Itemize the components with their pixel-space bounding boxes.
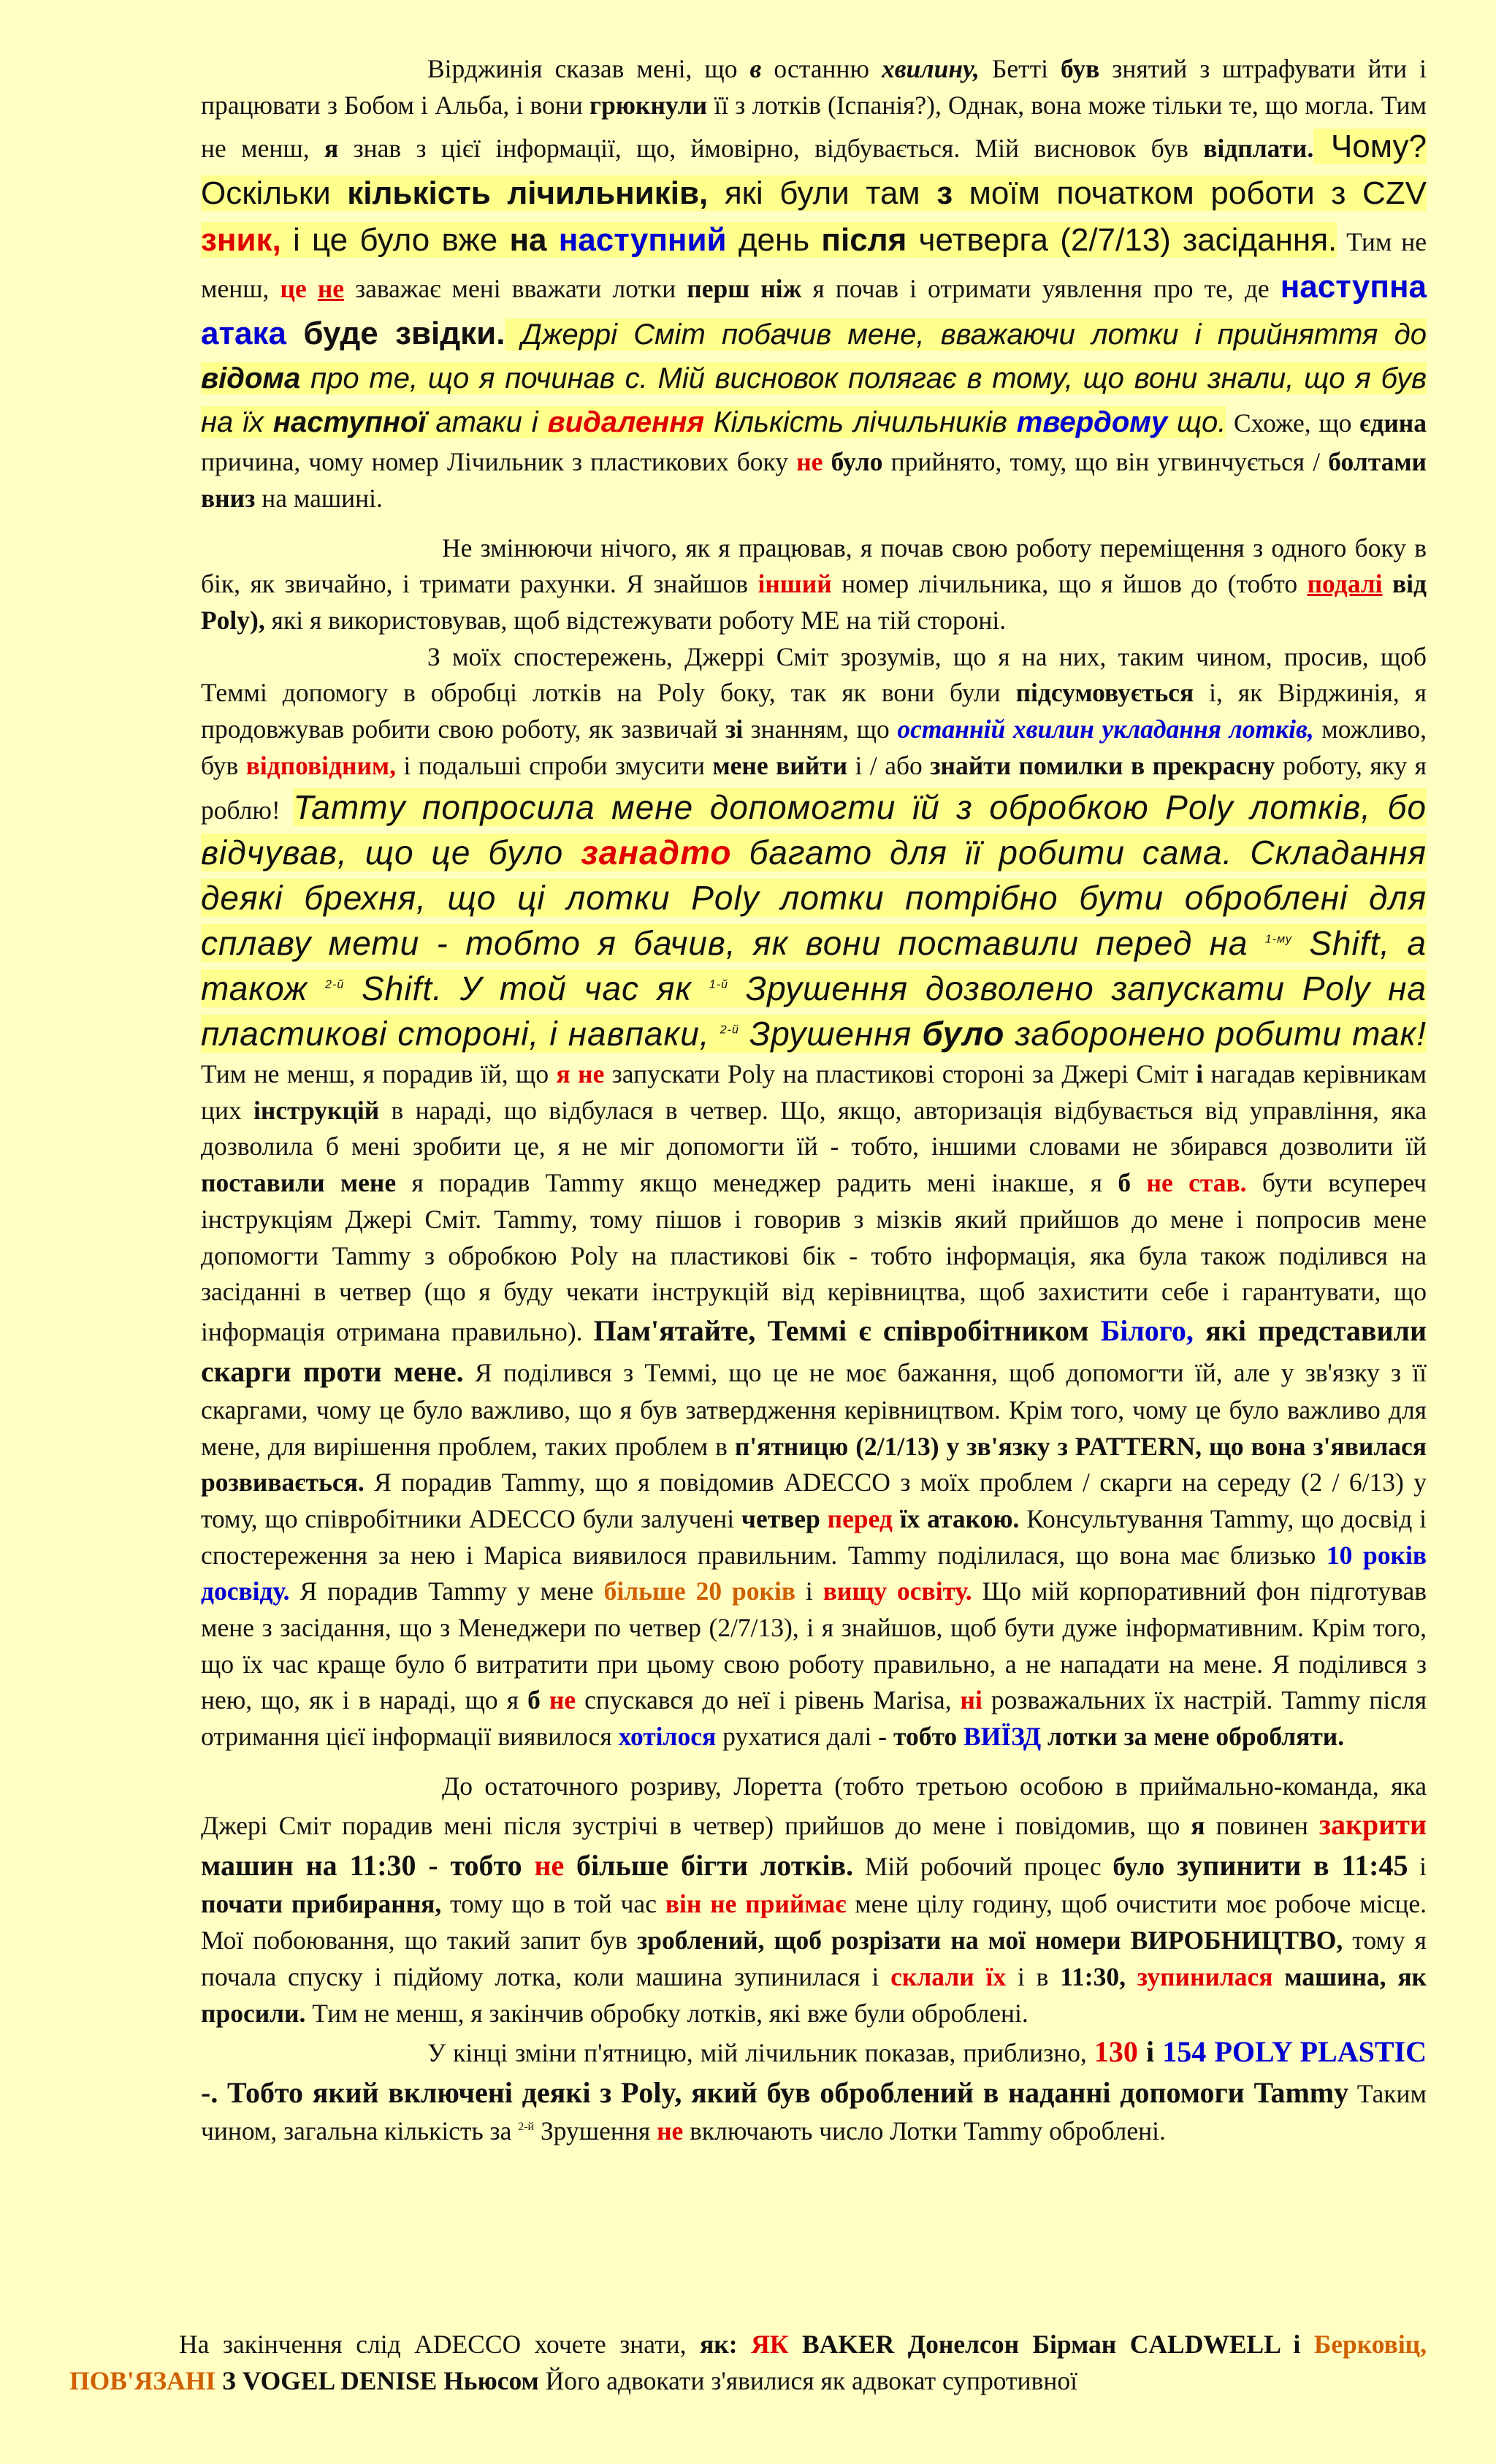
paragraph-2: Не змінюючи нічого, як я працював, я почав свою роботу переміщення з одного боку в бік, як звичайно, і тримати рахунки. Я знайшов інший номер лічильника, що я йшов до (тобто подалі від Poly), які я використовував, щоб відстежувати роботу ME на тій стороні. [201,533,1427,636]
paragraph-1: Вірджинія сказав мені, що в останню хвилину, Бетті був знятий з штрафувати йти і працювати з Бобом і Альба, і вони грюкнули її з лотків (Іспанія?), Однак, вона може тільки те, що могла. Тим не менш, я знав з цієї інформації, що, ймовірно, відбувається. Мій висновок був відплати. Чому? Оскільки кількість лічильників, які були там з моїм початком роботи з CZV зник, і це було вже на наступний день після четверга (2/7/13) засідання. Тим не менш, це не заважає мені вважати лотки перш ніж я почав і отримати уявлення про те, де наступна атака буде звідки. Джеррі Сміт побачив мене, вважаючи лотки і прийняття до відома про те, що я починав с. Мій висновок полягає в тому, що вони знали, що я був на їх наступної атаки і видалення Кількість лічильників твердому що. Схоже, що єдина причина, чому номер Лічильник з пластикових боку не було прийнято, тому, що він угвинчується / болтами вниз на машині. [201,54,1427,514]
paragraph-4: До остаточного розриву, Лоретта (тобто третьою особою в приймально-команда, яка Джері Сміт порадив мені після зустрічі в четвер) прийшов до мене і повідомив, що я повинен закрити машин на 11:30 - тобто не більше бігти лотків. Мій робочий процес було зупинити в 11:45 і почати прибирання, тому що в той час він не приймає мене цілу годину, щоб очистити моє робоче місце. Мої побоювання, що такий запит був зроблений, щоб розрізати на мої номери ВИРОБНИЦТВО, тому я почала спуску і підйому лотка, коли машина зупинилася і склали їх і в 11:30, зупинилася машина, як просили. Тим не менш, я закінчив обробку лотків, які вже були оброблені. [201,1771,1427,2028]
highlighted-passage-2: Джеррі Сміт побачив мене, вважаючи лотки і прийняття до відома про те, що я починав с. Мій висновок полягає в тому, що вони знали, що я був на їх наступної атаки і видалення Кількість лічильників твердому що. [201,318,1427,439]
paragraph-3: З моїх спостережень, Джеррі Сміт зрозумів, що я на них, таким чином, просив, щоб Теммі допомогу в обробці лотків на Poly боку, так як вони були підсумовується і, як Вірджинія, я продовжував робити свою роботу, як зазвичай зі знанням, що останній хвилин укладання лотків, можливо, був відповідним, і подальші спроби змусити мене вийти і / або знайти помилки в прекрасну роботу, яку я роблю! Tammy попросила мене допомогти їй з обробкою Poly лотків, бо відчував, що це було занадто багато для її робити сама. Складання деякі брехня, що ці лотки Poly лотки потрібно бути оброблені для сплаву мети - тобто я бачив, як вони поставили перед на $^{1-му}$ Shift, а також $^{2-й}$ Shift. У той час як $^{1-й}$ Зрушення дозволено запускати Poly на пластикові стороні, і навпаки, $^{2-й}$ Зрушення було заборонено робити так! Тим не менш, я порадив їй, що я не запускати Poly на пластикові стороні за Джері Сміт і нагадав керівникам цих інструкцій в нараді, що відбулася в четвер. Що, якщо, авторизація відбувається від управління, яка дозволила б мені зробити це, я не міг допомогти їй - тобто, іншими словами не збирався дозволити їй поставили мене я порадив Tammy якщо менеджер радить мені інакше, я б не став. бути всупереч інструкціям Джері Сміт. Tammy, тому пішов і говорив з мізків який прийшов до мене і попросив мене допомогти Tammy з обробкою Poly на пластикові бік - тобто інформація, яка була також поділився на засіданні в четвер (що я буду чекати інструкцій від керівництва, щоб захистити себе і гарантувати, що інформація отримана правильно). Пам'ятайте, Теммі є співробітником Білого, які представили скарги проти мене. Я поділився з Теммі, що це не моє бажання, щоб допомогти їй, але у зв'язку з її скаргами, чому це було важливо, що я був затвердження керівництвом. Крім того, чому це було важливо для мене, для вирішення проблем, таких проблем в п'ятницю (2/1/13) у зв'язку з PATTERN, що вона з'явилася розвивається. Я порадив Tammy, що я повідомив ADECCO з моїх проблем / скарги на середу (2 / 6/13) у тому, що співробітники ADECCO були залучені четвер перед їх атакою. Консультування Tammy, що досвід і спостереження за нею і Маріса виявилося правильним. Tammy поділилася, що вона має близько 10 років досвіду. Я порадив Tammy у мене більше 20 років і вищу освіту. Що мій корпоративний фон підготував мене з засідання, що з Менеджери по четвер (2/7/13), і я знайшов, щоб бути дуже інформативним. Крім того, що їх час краще було б витратити при цьому свою роботу правильно, а не нападати на мене. Я поділився з нею, що, як і в нараді, що я б не спускався до неї і рівень Marisa, ні розважальних їх настрій. Tammy після отримання цієї інформації виявилося хотілося рухатися далі - тобто ВИЇЗД лотки за мене обробляти. [201,641,1427,1752]
paragraph-5: У кінці зміни п'ятницю, мій лічильник показав, приблизно, 130 і 154 POLY PLASTIC -. Тобто який включені деякі з Poly, який був оброблений в наданні допомоги Tammy Таким чином, загальна кількість за $^{2-й}$ Зрушення не включають число Лотки Tammy оброблені. [201,2035,1427,2146]
document-body [201,51,1427,2150]
highlighted-passage-3: Tammy попросила мене допомогти їй з обробкою Poly лотків, бо відчував, що це було занадто багато для її робити сама. Складання деякі брехня, що ці лотки Poly лотки потрібно бути оброблені для сплаву мети - тобто я бачив, як вони поставили перед на $^{1-му}$ Shift, а також $^{2-й}$ Shift. У той час як $^{1-й}$ Зрушення дозволено запускати Poly на пластикові стороні, і навпаки, $^{2-й}$ Зрушення було заборонено робити так! [201,787,1427,1053]
closing-paragraph: На закінчення слід ADECCO хочете знати, як: ЯК BAKER Донелсон Бірман CALDWELL і Берковіц, ПОВ'ЯЗАНІ З VOGEL DENISE Ньюсом Його адвокати з'явилися як адвокат супротивної [69,2330,1427,2395]
highlighted-passage-1: Чому? Оскільки кількість лічильників, які були там з моїм початком роботи з CZV зник, і це було вже на наступний день після четверга (2/7/13) засідання. [201,129,1427,258]
